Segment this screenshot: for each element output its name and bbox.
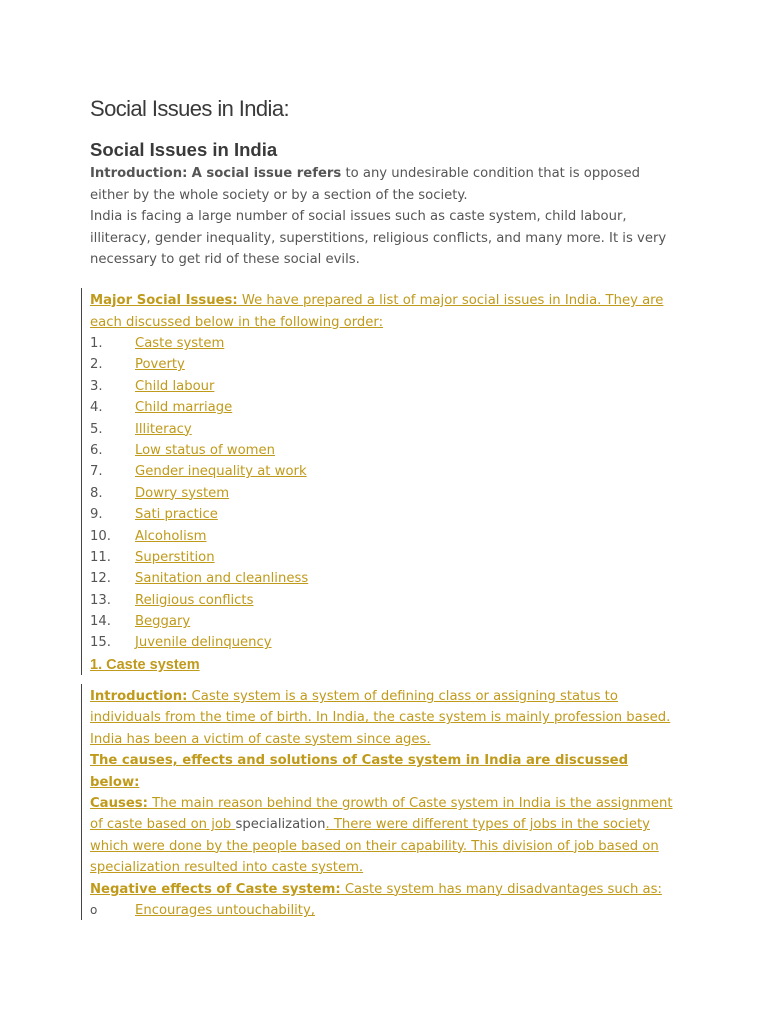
bullet-marker: o: [90, 903, 98, 918]
intro-paragraph: [90, 163, 690, 185]
issue-link[interactable]: Religious conflicts: [135, 592, 254, 608]
negative-effects-text[interactable]: Caste system has many disadvantages such as:: [340, 881, 662, 897]
caste-system-heading-link[interactable]: 1. Caste system: [90, 656, 200, 673]
bullet-item: [90, 900, 690, 921]
causes-text[interactable]: specialization resulted into caste system.: [90, 860, 364, 876]
page-title: Social Issues in India:: [90, 96, 289, 121]
issue-list-item: [90, 526, 690, 547]
issue-link[interactable]: Child labour: [135, 378, 215, 394]
intro-label: Introduction:: [90, 166, 188, 181]
major-issues-section: [90, 290, 690, 675]
issue-link[interactable]: Caste system: [135, 336, 225, 351]
issue-list-item: [90, 397, 690, 418]
caste-intro-label[interactable]: Introduction:: [90, 689, 188, 704]
issue-number: 12.: [90, 571, 111, 587]
intro-line: India is facing a large number of social issues such as caste system, child labour,: [90, 209, 627, 224]
caste-system-heading[interactable]: [90, 655, 690, 675]
issue-list-item: [90, 568, 690, 589]
causes-heading[interactable]: below:: [90, 774, 140, 790]
issue-list-item: [90, 632, 690, 653]
caste-intro-text[interactable]: individuals from the time of birth. In India, the caste system is mainly profession based.: [90, 710, 671, 726]
issue-link[interactable]: Child marriage: [135, 400, 233, 416]
intro-line: illiteracy, gender inequality, superstitions, religious conflicts, and many more. It is very: [90, 230, 667, 246]
issue-link[interactable]: Dowry system: [135, 485, 230, 501]
issue-number: 13.: [90, 592, 111, 608]
negative-effects-line: [90, 879, 690, 900]
issue-number: 4.: [90, 400, 103, 416]
caste-intro-text[interactable]: India has been a victim of caste system since ages.: [90, 731, 431, 747]
intro-text: to any undesirable condition that is opposed: [341, 166, 640, 181]
issue-number: 8.: [90, 485, 103, 501]
causes-line: [90, 857, 690, 878]
issue-link[interactable]: Beggary: [135, 614, 191, 630]
issue-list-item: [90, 461, 690, 482]
caste-intro-line: [90, 729, 690, 750]
causes-line: [90, 793, 690, 814]
caste-intro-text[interactable]: Caste system is a system of defining class or assigning status to: [187, 689, 618, 704]
issue-number: 1.: [90, 336, 103, 351]
major-issues-line: [90, 290, 690, 312]
issue-number: 15.: [90, 635, 111, 651]
caste-intro-line: [90, 707, 690, 728]
issue-number: 3.: [90, 378, 103, 394]
issue-list-item: [90, 483, 690, 504]
intro-section: [90, 163, 690, 271]
issue-link[interactable]: Illiteracy: [135, 421, 192, 437]
causes-heading-line: [90, 772, 690, 793]
issue-number: 5.: [90, 421, 103, 437]
issue-list-item: [90, 504, 690, 525]
causes-line: [90, 836, 690, 857]
major-issues-line: [90, 312, 690, 334]
issue-list-item: [90, 419, 690, 440]
issue-link[interactable]: Sanitation and cleanliness: [135, 571, 309, 587]
issue-link[interactable]: Juvenile delinquency: [135, 635, 272, 651]
issue-list-item: [90, 590, 690, 611]
causes-text[interactable]: . There were different types of jobs in the society: [325, 817, 650, 833]
causes-text[interactable]: of caste based on job: [90, 817, 236, 833]
issue-number: 9.: [90, 507, 103, 523]
issue-link[interactable]: Poverty: [135, 357, 185, 373]
issue-number: 14.: [90, 614, 111, 630]
issue-link[interactable]: Gender inequality at work: [135, 464, 307, 480]
caste-intro-line: [90, 686, 690, 707]
issues-list: [90, 333, 690, 654]
causes-text[interactable]: which were done by the people based on their capability. This division of job based on: [90, 838, 659, 854]
issue-number: 2.: [90, 357, 103, 373]
negative-effects-label[interactable]: Negative effects of Caste system:: [90, 881, 341, 897]
causes-text[interactable]: The main reason behind the growth of Caste system in India is the assignment: [147, 796, 673, 812]
issue-number: 10.: [90, 528, 111, 544]
issue-list-item: [90, 376, 690, 397]
causes-line: [90, 814, 690, 835]
caste-system-section: [90, 686, 690, 921]
issue-list-item: [90, 440, 690, 461]
bullet-text[interactable]: Encourages untouchability,: [135, 903, 315, 919]
quote-bar: [81, 288, 82, 675]
issue-number: 7.: [90, 464, 103, 480]
causes-label[interactable]: Causes:: [90, 796, 148, 812]
quote-bar: [81, 684, 82, 920]
issue-list-item: [90, 547, 690, 568]
issue-list-item: [90, 354, 690, 375]
issue-list-item: [90, 333, 690, 354]
issue-link[interactable]: Alcoholism: [135, 528, 207, 544]
causes-plain-word: specialization: [235, 817, 326, 833]
issue-number: 11.: [90, 549, 111, 565]
issue-link[interactable]: Superstition: [135, 549, 215, 565]
intro-line: either by the whole society or by a section of the society.: [90, 187, 468, 203]
issue-list-item: [90, 611, 690, 632]
major-issues-label[interactable]: Major Social Issues:: [90, 293, 238, 308]
causes-heading-line: [90, 750, 690, 771]
major-issues-text[interactable]: each discussed below in the following order:: [90, 314, 384, 330]
intro-line: necessary to get rid of these social evils.: [90, 252, 360, 267]
intro-bold-phrase: A social issue refers: [191, 166, 342, 181]
causes-heading[interactable]: The causes, effects and solutions of Caste system in India are discussed: [90, 753, 629, 769]
issue-link[interactable]: Low status of women: [135, 442, 275, 458]
issue-number: 6.: [90, 442, 103, 458]
section-title: Social Issues in India: [90, 139, 278, 160]
major-issues-text[interactable]: We have prepared a list of major social issues in India. They are: [237, 293, 664, 308]
issue-link[interactable]: Sati practice: [135, 507, 218, 523]
